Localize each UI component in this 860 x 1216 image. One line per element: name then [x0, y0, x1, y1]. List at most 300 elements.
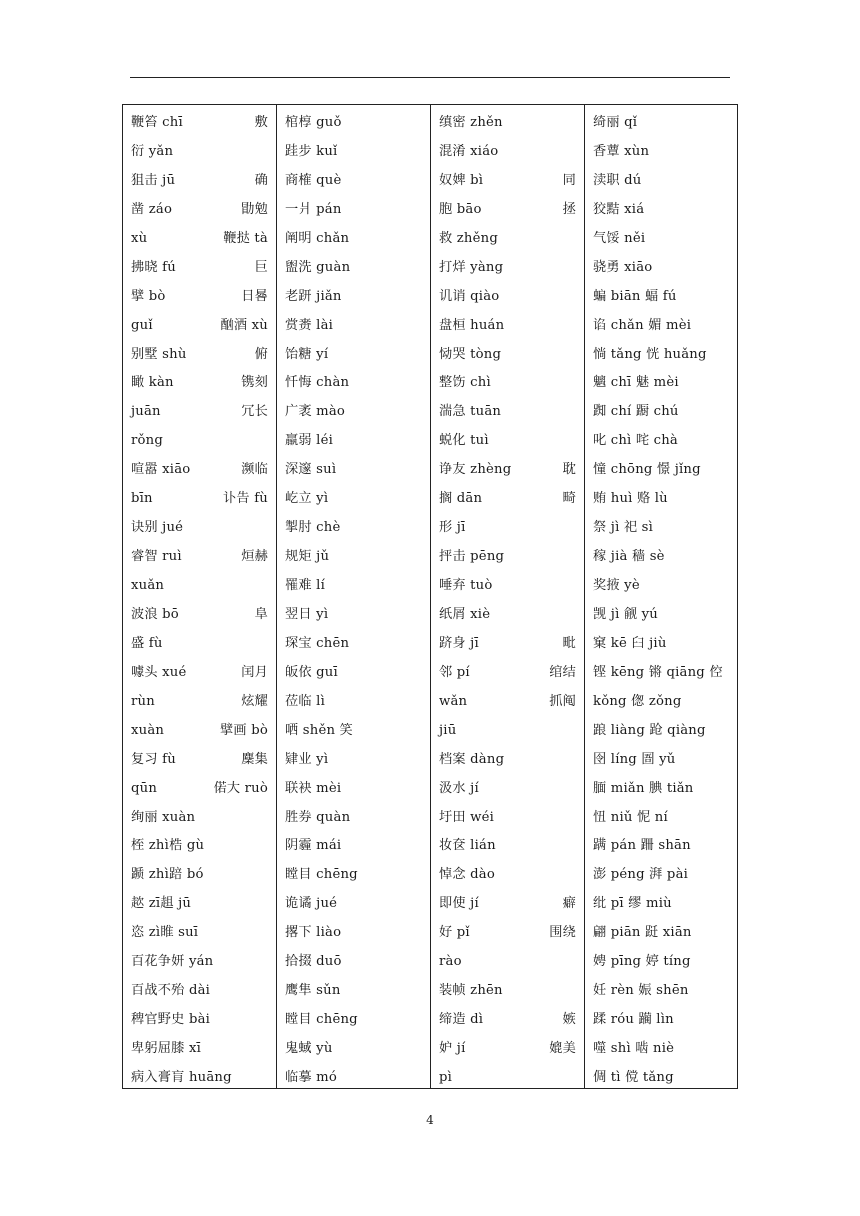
term-text: 形 jī	[439, 520, 466, 536]
term-text: 纸屑 xiè	[439, 606, 491, 622]
table-line	[431, 1009, 584, 1038]
table-line	[123, 257, 276, 286]
term-text: 拾掇 duō	[285, 954, 342, 970]
term-text: 深邃 suì	[285, 462, 337, 478]
term-text: 诡谲 jué	[285, 896, 338, 912]
term-text: 妆奁 lián	[439, 838, 496, 854]
term-text: 搁 dān	[439, 491, 483, 507]
term-text: 骁勇 xiāo	[593, 259, 653, 275]
table-line	[431, 1067, 584, 1096]
table-line	[123, 980, 276, 1009]
table-line	[123, 199, 276, 228]
term-text-right: 嫉	[562, 1012, 576, 1028]
table-line	[585, 315, 739, 344]
term-text: 装帧 zhēn	[439, 983, 503, 999]
table-line	[431, 807, 584, 836]
table-line	[431, 749, 584, 778]
term-text-right: 酗酒 xù	[220, 317, 268, 333]
term-text: 妊 rèn 娠 shēn	[593, 983, 689, 999]
term-text-right: 日晷	[241, 288, 268, 304]
table-line	[277, 546, 430, 575]
term-text: 香蕈 xùn	[593, 143, 650, 159]
table-column	[431, 105, 585, 1088]
table-line	[585, 864, 739, 893]
term-text-right: 讣告 fù	[223, 491, 268, 507]
term-text-right: 镌刻	[241, 375, 268, 391]
table-line	[431, 372, 584, 401]
table-line	[585, 922, 739, 951]
term-text: 盛 fù	[131, 635, 163, 651]
term-text: 诤友 zhèng	[439, 462, 512, 478]
term-text: 盥洗 guàn	[285, 259, 351, 275]
term-text: 瞠目 chēng	[285, 1012, 358, 1028]
term-text: 百花争妍 yán	[131, 954, 214, 970]
term-text-right: 闰月	[241, 664, 268, 680]
table-line	[277, 1038, 430, 1067]
term-text: kǒng 偬 zǒng	[593, 693, 682, 709]
table-line	[277, 1009, 430, 1038]
term-text: 卑躬屈膝 xī	[131, 1041, 201, 1056]
term-text: 狡黠 xiá	[593, 201, 645, 217]
term-text: 恸哭 tòng	[439, 346, 502, 362]
term-text: 妒 jí	[439, 1041, 466, 1056]
term-text: 罹难 lí	[285, 578, 326, 593]
table-line	[585, 286, 739, 315]
table-line	[585, 633, 739, 662]
term-text: 诀别 jué	[131, 520, 184, 536]
table-line	[123, 922, 276, 951]
table-line	[277, 199, 430, 228]
term-text-right: 毗	[562, 635, 576, 651]
term-text-right: 媲美	[549, 1041, 576, 1056]
term-text: 瞰 kàn	[131, 375, 174, 391]
table-line	[585, 401, 739, 430]
table-line	[123, 488, 276, 517]
term-text: 邻 pí	[439, 664, 470, 680]
term-text: 纰 pī 缪 miù	[593, 896, 672, 912]
table-line	[585, 807, 739, 836]
table-line	[123, 807, 276, 836]
table-line	[431, 720, 584, 749]
term-text-right: 耽	[562, 462, 576, 478]
term-text: 忸 niǔ 怩 ní	[593, 809, 668, 825]
table-column	[277, 105, 431, 1088]
term-text: juān	[131, 404, 161, 420]
table-line	[123, 1067, 276, 1096]
table-line	[277, 372, 430, 401]
term-text: qūn	[131, 780, 158, 796]
table-line	[123, 778, 276, 807]
term-text-right: 畸	[562, 491, 576, 507]
table-line	[431, 112, 584, 141]
table-line	[585, 1009, 739, 1038]
term-text: 叱 chì 咤 chà	[593, 433, 678, 449]
table-line	[123, 315, 276, 344]
table-line	[431, 864, 584, 893]
table-line	[277, 835, 430, 864]
term-text: 噬 shì 啮 niè	[593, 1041, 675, 1056]
table-line	[431, 430, 584, 459]
term-text: 倜 tì 傥 tǎng	[593, 1069, 674, 1085]
table-line	[431, 517, 584, 546]
table-line	[123, 372, 276, 401]
table-line	[585, 141, 739, 170]
term-text: 缜密 zhěn	[439, 115, 503, 130]
table-line	[585, 951, 739, 980]
table-line	[277, 141, 430, 170]
term-text: 盘桓 huán	[439, 317, 505, 333]
table-line	[431, 662, 584, 691]
term-text-right: 冗长	[241, 404, 268, 420]
term-text: 凿 záo	[131, 201, 173, 217]
table-line	[277, 401, 430, 430]
term-text: 琛宝 chēn	[285, 635, 350, 651]
table-line	[277, 575, 430, 604]
table-line	[277, 749, 430, 778]
term-text: 规矩 jǔ	[285, 549, 330, 565]
term-text: rào	[439, 954, 462, 970]
term-text: 讥诮 qiào	[439, 288, 500, 304]
table-line	[123, 141, 276, 170]
table-line	[431, 315, 584, 344]
term-text: 囹 líng 圄 yǔ	[593, 751, 676, 767]
term-text: 临摹 mó	[285, 1069, 338, 1085]
table-line	[585, 546, 739, 575]
table-line	[585, 749, 739, 778]
table-line	[431, 170, 584, 199]
table-line	[123, 112, 276, 141]
term-text: 瞠目 chēng	[285, 867, 358, 883]
term-text-right: 同	[562, 172, 576, 188]
table-column	[585, 105, 739, 1088]
table-line	[585, 170, 739, 199]
table-line	[585, 488, 739, 517]
term-text: 狙击 jū	[131, 172, 176, 188]
term-text-right: 擘画 bò	[220, 722, 268, 738]
table-line	[123, 1009, 276, 1038]
table-line	[585, 1067, 739, 1096]
term-text: 广袤 mào	[285, 404, 346, 420]
term-text-right: 濒临	[241, 462, 268, 478]
table-line	[431, 141, 584, 170]
term-text: 缔造 dì	[439, 1012, 484, 1028]
term-text: xù	[131, 230, 148, 246]
term-text: 谄 chǎn 媚 mèi	[593, 317, 692, 333]
table-line	[585, 893, 739, 922]
term-text: 撂下 liào	[285, 925, 342, 941]
term-text: 蝙 biān 蝠 fú	[593, 288, 677, 304]
term-text: 抨击 pēng	[439, 549, 505, 565]
table-line	[431, 778, 584, 807]
term-text: bīn	[131, 491, 153, 507]
term-text: 哂 shěn 笑	[285, 722, 353, 738]
table-line	[123, 430, 276, 459]
table-line	[277, 315, 430, 344]
term-text: 稗官野史 bài	[131, 1012, 211, 1028]
table-line	[585, 662, 739, 691]
table-line	[585, 517, 739, 546]
table-line	[277, 517, 430, 546]
table-line	[123, 951, 276, 980]
term-text-right: 勖勉	[241, 201, 268, 217]
term-text: 睿智 ruì	[131, 549, 182, 565]
table-line	[277, 980, 430, 1009]
term-text: xuǎn	[131, 578, 165, 593]
table-line	[277, 459, 430, 488]
table-line	[277, 691, 430, 720]
table-line	[123, 546, 276, 575]
term-text: 混淆 xiáo	[439, 143, 499, 159]
table-line	[277, 344, 430, 373]
term-text-right: 偌大 ruò	[213, 780, 268, 796]
term-text: 病入膏肓 huāng	[131, 1069, 232, 1085]
table-line	[431, 459, 584, 488]
term-text: 棺椁 guǒ	[285, 115, 342, 130]
table-line	[277, 922, 430, 951]
table-line	[277, 604, 430, 633]
term-text: 档案 dàng	[439, 751, 505, 767]
term-text: 鹰隼 sǔn	[285, 983, 341, 999]
table-line	[431, 893, 584, 922]
table-line	[277, 662, 430, 691]
term-text: 跻身 jī	[439, 635, 479, 651]
term-text-right: 确	[254, 172, 268, 188]
table-line	[431, 401, 584, 430]
term-text: 整饬 chì	[439, 375, 491, 391]
table-line	[431, 344, 584, 373]
term-text: 稼 jià 穑 sè	[593, 549, 665, 565]
term-text: 商榷 què	[285, 172, 342, 188]
term-text: 即使 jí	[439, 896, 479, 912]
table-line	[431, 922, 584, 951]
table-line	[585, 257, 739, 286]
table-line	[123, 575, 276, 604]
term-text-right: 绾结	[549, 664, 576, 680]
table-line	[431, 980, 584, 1009]
term-text: 饴糖 yí	[285, 346, 329, 362]
term-text: 鞭笞 chī	[131, 115, 183, 130]
term-text: pì	[439, 1069, 453, 1085]
term-text: 拂晓 fú	[131, 259, 176, 275]
table-line	[585, 575, 739, 604]
table-line	[123, 228, 276, 257]
term-text: 噱头 xué	[131, 664, 187, 680]
table-line	[277, 112, 430, 141]
table-line	[277, 286, 430, 315]
term-text: 蜕化 tuì	[439, 433, 489, 449]
table-line	[277, 893, 430, 922]
table-line	[585, 372, 739, 401]
term-text-right: 敷	[254, 115, 268, 130]
term-text: 波浪 bō	[131, 606, 179, 622]
table-line	[277, 951, 430, 980]
table-line	[123, 459, 276, 488]
table-line	[123, 401, 276, 430]
table-line	[431, 691, 584, 720]
term-text: 祭 jì 祀 sì	[593, 520, 654, 536]
term-text-right: 巨	[254, 259, 268, 275]
term-text: 救 zhěng	[439, 230, 498, 246]
term-text: 恣 zì睢 suī	[131, 925, 199, 941]
page-number: 4	[426, 1113, 434, 1127]
table-line	[277, 430, 430, 459]
term-text: 趑 zī趄 jū	[131, 896, 192, 912]
term-text: 别墅 shù	[131, 346, 187, 362]
term-text: 铿 kēng 锵 qiāng 倥	[593, 664, 723, 680]
term-text: 胞 bāo	[439, 201, 482, 217]
term-text: 复习 fù	[131, 751, 176, 767]
table-line	[585, 199, 739, 228]
table-line	[431, 257, 584, 286]
term-text: 桎 zhì梏 gù	[131, 838, 205, 854]
table-line	[585, 604, 739, 633]
term-text: 澎 péng 湃 pài	[593, 867, 689, 883]
term-text: 气馁 něi	[593, 230, 646, 246]
term-text-right: 鞭挞 tà	[223, 230, 268, 246]
table-line	[585, 980, 739, 1009]
term-text: 擘 bò	[131, 288, 166, 304]
term-text: rǒng	[131, 433, 163, 449]
term-text-right: 麇集	[241, 751, 268, 767]
term-text-right: 炫耀	[241, 693, 268, 709]
table-line	[277, 778, 430, 807]
table-line	[431, 575, 584, 604]
table-line	[585, 112, 739, 141]
table-line	[431, 488, 584, 517]
table-line	[277, 720, 430, 749]
term-text: 肄业 yì	[285, 751, 329, 767]
term-text: 翌日 yì	[285, 606, 329, 622]
term-text: 绚丽 xuàn	[131, 809, 196, 825]
term-text: 羸弱 léi	[285, 433, 334, 449]
term-text: 老趼 jiǎn	[285, 288, 342, 304]
term-text: 蹂 róu 躏 lìn	[593, 1012, 674, 1028]
table-line	[123, 835, 276, 864]
table-line	[277, 633, 430, 662]
table-line	[431, 286, 584, 315]
table-line	[431, 546, 584, 575]
term-text: 皈依 guī	[285, 664, 338, 680]
term-text: 窠 kē 臼 jiù	[593, 635, 667, 651]
term-text-right: 癖	[562, 896, 576, 912]
term-text: 莅临 lì	[285, 693, 326, 709]
term-text: 悼念 dào	[439, 867, 496, 883]
table-line	[123, 662, 276, 691]
table-line	[277, 257, 430, 286]
term-text: 憧 chōng 憬 jǐng	[593, 462, 701, 478]
term-text: 娉 pīng 婷 tíng	[593, 954, 691, 970]
table-line	[123, 893, 276, 922]
table-line	[123, 344, 276, 373]
table-column	[123, 105, 277, 1088]
term-text-right: 俯	[254, 346, 268, 362]
term-text: 好 pǐ	[439, 925, 470, 941]
table-line	[277, 170, 430, 199]
table-line	[277, 864, 430, 893]
table-line	[431, 1038, 584, 1067]
term-text: 打烊 yàng	[439, 259, 504, 275]
table-line	[431, 633, 584, 662]
term-text: 喧嚣 xiāo	[131, 462, 191, 478]
table-line	[123, 170, 276, 199]
term-text: 鬼蜮 yù	[285, 1041, 333, 1056]
term-text: rùn	[131, 693, 155, 709]
term-text: 赏赉 lài	[285, 317, 334, 333]
table-line	[431, 199, 584, 228]
term-text: 踬 zhì踣 bó	[131, 867, 204, 883]
table-line	[585, 430, 739, 459]
term-text: 阴霾 mái	[285, 838, 342, 854]
table-line	[277, 228, 430, 257]
table-line	[123, 286, 276, 315]
table-line	[585, 778, 739, 807]
table-line	[123, 517, 276, 546]
table-line	[431, 604, 584, 633]
term-text: 觊 jì 觎 yú	[593, 606, 659, 622]
term-text: 胜券 quàn	[285, 809, 351, 825]
table-line	[277, 1067, 430, 1096]
term-text: 衍 yǎn	[131, 143, 174, 159]
table-line	[123, 864, 276, 893]
term-text-right: 抓阄	[549, 693, 576, 709]
term-text: 惝 tǎng 恍 huǎng	[593, 346, 707, 362]
term-text: 蹒 pán 跚 shān	[593, 838, 691, 854]
vocabulary-table	[122, 104, 738, 1089]
table-line	[123, 691, 276, 720]
term-text: guǐ	[131, 317, 153, 333]
term-text: 汲水 jí	[439, 780, 479, 796]
table-line	[123, 720, 276, 749]
table-line	[585, 344, 739, 373]
term-text: xuàn	[131, 722, 165, 738]
term-text: 踟 chí 蹰 chú	[593, 404, 679, 420]
table-line	[123, 1038, 276, 1067]
term-text-right: 围绕	[549, 925, 576, 941]
header-rule	[130, 77, 730, 78]
term-text: 百战不殆 dài	[131, 983, 211, 999]
term-text: 渎职 dú	[593, 172, 642, 188]
table-line	[585, 835, 739, 864]
term-text: 踉 liàng 跄 qiàng	[593, 722, 706, 738]
term-text: 联袂 mèi	[285, 780, 342, 796]
term-text: 忏悔 chàn	[285, 375, 350, 391]
table-line	[585, 459, 739, 488]
table-line	[585, 1038, 739, 1067]
term-text: 贿 huì 赂 lù	[593, 491, 668, 507]
term-text: 屹立 yì	[285, 491, 329, 507]
term-text: 跬步 kuǐ	[285, 143, 338, 159]
table-line	[585, 720, 739, 749]
term-text-right: 烜赫	[241, 549, 268, 565]
term-text: 绮丽 qǐ	[593, 115, 638, 130]
table-line	[123, 749, 276, 778]
term-text: 腼 miǎn 腆 tiǎn	[593, 780, 694, 796]
term-text: jiū	[439, 722, 457, 738]
table-line	[123, 604, 276, 633]
term-text: 掣肘 chè	[285, 520, 341, 536]
term-text-right: 拯	[562, 201, 576, 217]
table-line	[277, 488, 430, 517]
table-line	[585, 691, 739, 720]
term-text: 奖掖 yè	[593, 578, 640, 593]
term-text: 阐明 chǎn	[285, 230, 350, 246]
term-text: 魑 chī 魅 mèi	[593, 375, 679, 391]
term-text: 奴婢 bì	[439, 172, 484, 188]
table-line	[431, 228, 584, 257]
table-line	[431, 951, 584, 980]
table-line	[123, 633, 276, 662]
term-text: 一爿 pán	[285, 201, 342, 217]
